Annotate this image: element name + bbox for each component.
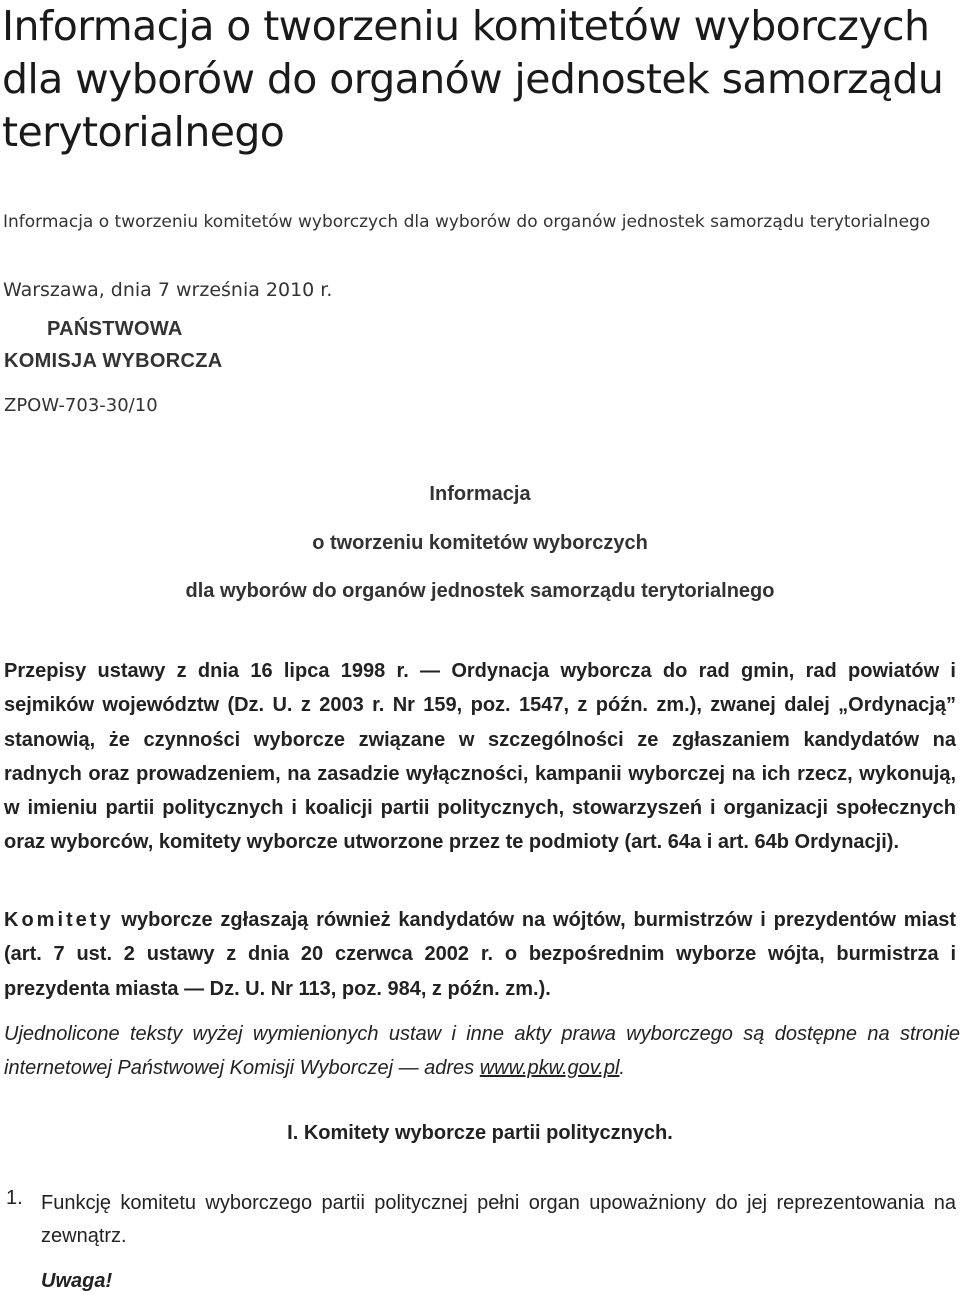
organization-name-line1: PAŃSTWOWA bbox=[47, 318, 183, 340]
warning-label: Uwaga! bbox=[41, 1270, 113, 1292]
paragraph-komitety bbox=[4, 903, 956, 1006]
pkw-website-link[interactable]: www.pkw.gov.pl bbox=[479, 1057, 620, 1079]
page-title: Informacja o tworzeniu komitetów wyborczych dla wyborów do organów jednostek samorządu terytorialnego bbox=[2, 2, 944, 156]
paragraph-komitety-lead: Komitety bbox=[4, 909, 114, 931]
reference-number: ZPOW-703-30/10 bbox=[4, 395, 158, 416]
page-subtitle: Informacja o tworzeniu komitetów wyborczych dla wyborów do organów jednostek samorządu terytorialnego bbox=[3, 212, 931, 232]
heading-line2: o tworzeniu komitetów wyborczych bbox=[312, 532, 648, 554]
heading-line1: Informacja bbox=[429, 483, 531, 505]
paragraph-ordynacja: Przepisy ustawy z dnia 16 lipca 1998 r. — Ordynacja wyborcza do rad gmin, rad powiatów i sejmików województw (Dz. U. z 2003 r. Nr 159, poz. 1547, z późn. zm.), zwanej dalej „Ordynacją” stanowią, że czynności wyborcze związane w szczególności ze zgłaszaniem kandydatów na radnych oraz prowadzeniem, na zasadzie wyłączności, kampanii wyborczej na ich rzecz, wykonują, w imieniu partii politycznych i koalicji partii politycznych, stowarzyszeń i organizacji społecznych oraz wyborców, komitety wyborcze utworzone przez te podmioty (art. 64a i art. 64b Ordynacji). bbox=[4, 660, 956, 854]
note-paragraph bbox=[4, 1017, 960, 1085]
paragraph-komitety-rest: wyborcze zgłaszają również kandydatów na wójtów, burmistrzów i prezydentów miast (art. 7 ust. 2 ustawy z dnia 20 czerwca 2002 r. o bezpośrednim wyborze wójta, burmistrza i prezydenta miasta — Dz. U. Nr 113, poz. 984, z późn. zm.). bbox=[4, 909, 956, 1000]
list-item-number: 1. bbox=[6, 1187, 23, 1209]
note-text: Ujednolicone teksty wyżej wymienionych ustaw i inne akty prawa wyborczego są dostępne na stronie internetowej Państwowej Komisji Wyborczej — adres bbox=[4, 1023, 960, 1079]
organization-name-line2: KOMISJA WYBORCZA bbox=[4, 350, 223, 372]
dateline: Warszawa, dnia 7 września 2010 r. bbox=[3, 279, 333, 301]
note-end: . bbox=[619, 1057, 625, 1079]
heading-line3: dla wyborów do organów jednostek samorządu terytorialnego bbox=[185, 580, 775, 602]
section-title: I. Komitety wyborcze partii politycznych. bbox=[287, 1122, 673, 1144]
list-item-text: Funkcję komitetu wyborczego partii politycznej pełni organ upoważniony do jej reprezentowania na zewnątrz. bbox=[41, 1192, 956, 1247]
